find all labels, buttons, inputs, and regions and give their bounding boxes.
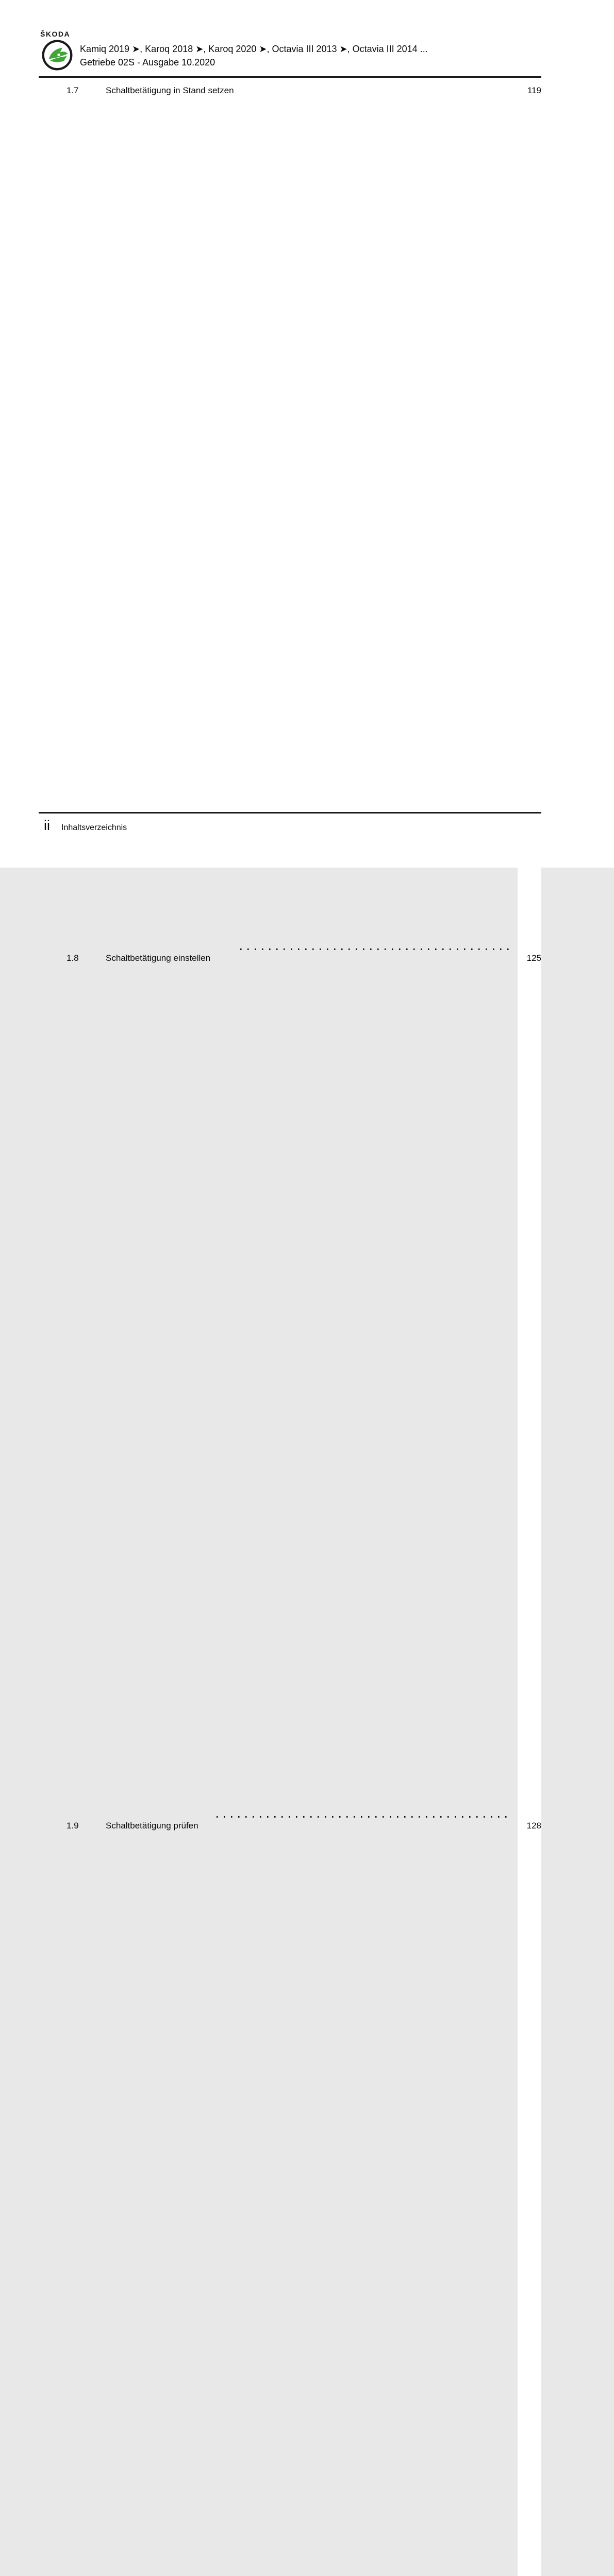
toc-item-row — [39, 1820, 541, 2576]
toc-entry-page: 125 — [518, 952, 541, 1820]
toc-entry-title: Schaltbetätigung prüfen — [106, 1821, 198, 1831]
dot-leader — [217, 1816, 512, 1818]
toc-entry-title: Schaltbetätigung in Stand setzen — [106, 86, 234, 95]
toc-item-row — [39, 952, 541, 1820]
footer-page-number: ii — [44, 818, 50, 833]
footer-title: Inhaltsverzeichnis — [61, 823, 127, 832]
table-of-contents — [39, 78, 541, 2576]
dot-leader — [240, 948, 512, 950]
skoda-winged-arrow-icon — [41, 39, 73, 71]
toc-entry-page: 119 — [518, 84, 541, 952]
edition-info: Getriebe 02S - Ausgabe 10.2020 — [80, 57, 215, 67]
toc-entry-number: 1.7 — [67, 86, 79, 95]
toc-entry-number: 1.9 — [67, 1821, 79, 1831]
toc-entry-number: 1.8 — [67, 953, 79, 963]
page-header — [39, 0, 541, 78]
toc-entry-title: Schaltbetätigung einstellen — [106, 953, 211, 963]
skoda-wordmark: ŠKODA — [40, 30, 71, 38]
model-list: Kamiq 2019 ➤, Karoq 2018 ➤, Karoq 2020 ➤, Octavia III 2013 ➤, Octavia III 2014 ... — [80, 44, 428, 54]
header-text — [80, 30, 541, 71]
page-footer — [39, 812, 541, 834]
skoda-logo — [40, 30, 76, 74]
toc-entry-page: 128 — [518, 1820, 541, 2576]
